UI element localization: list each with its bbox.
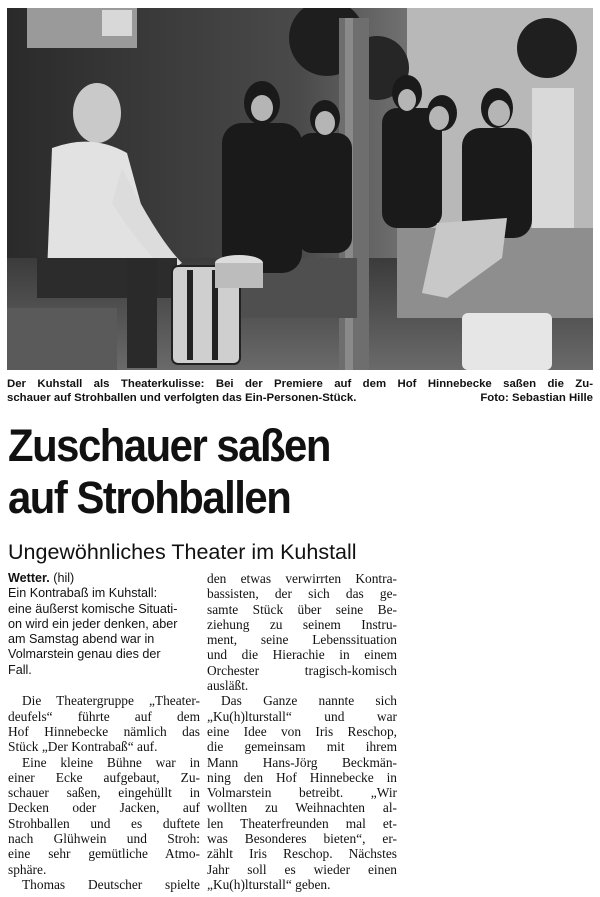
text-line: bassisten, der sich das ge- bbox=[207, 586, 397, 602]
body-paragraph bbox=[8, 693, 200, 754]
text-line: Mann Hans-Jörg Beckmän- bbox=[207, 754, 397, 770]
text-line: Stück „Der Kontrabaß“ auf. bbox=[8, 739, 158, 755]
body-paragraph bbox=[8, 877, 200, 892]
lead-line: Ein Kontrabaß im Kuhstall: bbox=[8, 586, 158, 601]
text-line: wollten zu Weihnachten al- bbox=[207, 800, 397, 816]
text-line: Volmarstein betreibt. „Wir bbox=[207, 785, 397, 801]
text-line: len Theaterfreunden mal et- bbox=[207, 815, 397, 831]
text-line: die gemeinsam mit ihrem bbox=[207, 739, 397, 755]
author-abbrev: (hil) bbox=[53, 571, 75, 585]
text-line: ment, seine Lebenssituation bbox=[207, 632, 397, 648]
text-line: Das Ganze nannte sich bbox=[221, 693, 397, 709]
text-line: sphäre. bbox=[8, 861, 47, 877]
text-line: „Ku(h)lturstall“ geben. bbox=[207, 876, 331, 892]
text-line: Jahr soll es wieder einen bbox=[207, 861, 397, 877]
text-line: nach Glühwein und Stroh: bbox=[8, 831, 200, 847]
text-line: und die Hierachie in einem bbox=[207, 647, 397, 663]
article-column-2 bbox=[207, 571, 397, 892]
text-line: eine Idee von Iris Reschop, bbox=[207, 723, 397, 739]
lead-line: Fall. bbox=[8, 662, 32, 677]
text-line: Orchester tragisch-komisch bbox=[207, 662, 397, 678]
article-headline bbox=[8, 420, 557, 524]
article-column-1 bbox=[8, 571, 200, 892]
body-paragraph bbox=[207, 571, 397, 693]
text-line: eine sehr gemütliche Atmo- bbox=[8, 846, 200, 862]
text-line: Strohballen und es duftete bbox=[8, 815, 200, 831]
lead-line: on wird ein jeder denken, aber bbox=[8, 616, 178, 631]
text-line: ning den Hof Hinnebecke in bbox=[207, 769, 397, 785]
theater-scene-illustration bbox=[7, 8, 593, 370]
text-line: „Ku(h)lturstall“ und war bbox=[207, 708, 397, 724]
headline-line-2: auf Strohballen bbox=[8, 472, 291, 523]
lead-line: Volmarstein genau dies der bbox=[8, 647, 161, 662]
text-line: schauer saßen, eingehüllt in bbox=[8, 785, 200, 801]
text-line: Thomas Deutscher spielte bbox=[22, 876, 200, 892]
text-line: ziehung zu seinem Instru- bbox=[207, 616, 397, 632]
text-line: deufels“ führte auf dem bbox=[8, 708, 200, 724]
article-subheadline: Ungewöhnliches Theater im Kuhstall bbox=[8, 540, 357, 564]
text-line: Decken oder Jacken, auf bbox=[8, 800, 200, 816]
caption-line-1: Der Kuhstall als Theaterkulisse: Bei der Premiere auf dem Hof Hinnebecke saßen die Zu- bbox=[7, 378, 593, 390]
dateline: Wetter. bbox=[8, 571, 50, 585]
lead-line: eine äußerst komische Situati- bbox=[8, 601, 178, 616]
lead-paragraph bbox=[8, 571, 200, 678]
body-paragraph bbox=[8, 755, 200, 877]
text-line: was Besonderes bieten“, er- bbox=[207, 831, 397, 847]
text-line: Hof Hinnebecke nämlich das bbox=[8, 723, 200, 739]
article-photo bbox=[7, 8, 593, 370]
text-line: Eine kleine Bühne war in bbox=[22, 754, 200, 770]
photo-caption bbox=[7, 377, 593, 405]
text-line: samte Stück über seine Be- bbox=[207, 601, 397, 617]
text-line: den etwas verwirrten Kontra- bbox=[207, 571, 397, 586]
headline-line-1: Zuschauer saßen bbox=[8, 420, 330, 471]
caption-line-2: schauer auf Strohballen und verfolgten das Ein-Personen-Stück. bbox=[7, 392, 357, 404]
text-line: ausläßt. bbox=[207, 678, 249, 694]
body-paragraph bbox=[207, 693, 397, 892]
text-line: einer Ecke aufgebaut, Zu- bbox=[8, 769, 200, 785]
text-line: Die Theatergruppe „Theater- bbox=[22, 693, 200, 709]
lead-line: am Samstag abend war in bbox=[8, 632, 155, 647]
photo-credit: Foto: Sebastian Hille bbox=[480, 392, 593, 404]
text-line: zählt Iris Reschop. Nächstes bbox=[207, 846, 397, 862]
